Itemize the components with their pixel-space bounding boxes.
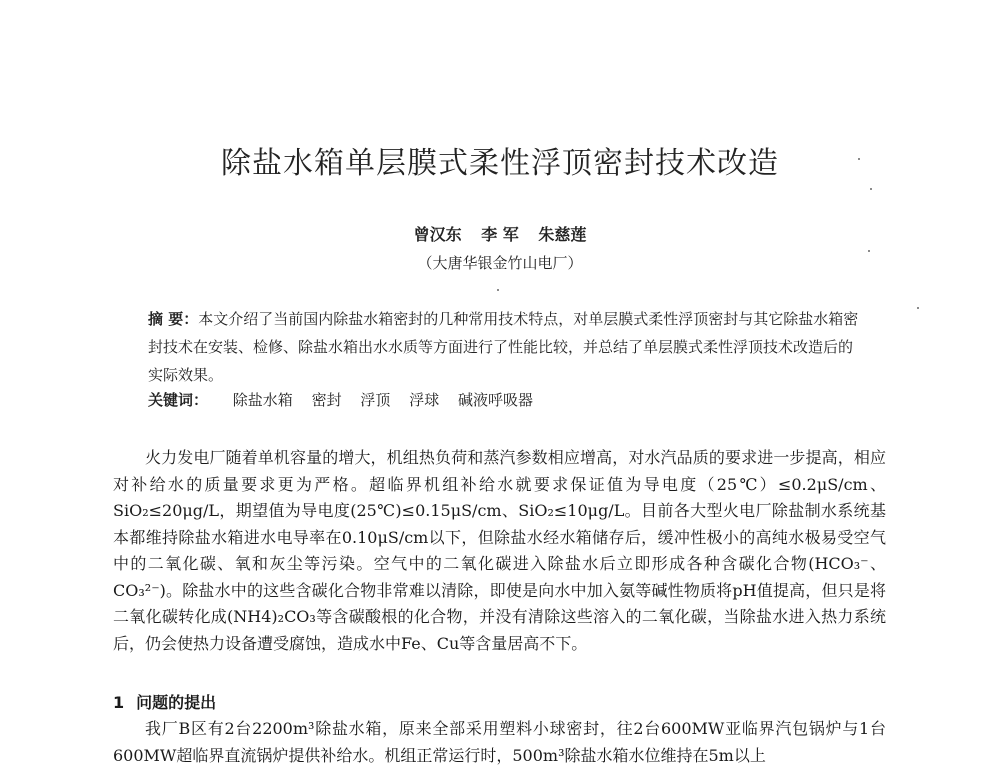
section-paragraph: 我厂B区有2台2200m³除盐水箱，原来全部采用塑料小球密封，往2台600MW亚临界汽包锅炉与1台600MW超临界直流锅炉提供补给水。机组正常运行时，500m³除盐水箱水位维持在5m以上 bbox=[113, 719, 886, 765]
scan-speck bbox=[868, 250, 870, 252]
body-paragraph: 火力发电厂随着单机容量的增大，机组热负荷和蒸汽参数相应增高，对水汽品质的要求进一步提高，相应对补给水的质量要求更为严格。超临界机组补给水就要求保证值为导电度（25℃）≤0.2μS/cm、SiO₂≤20μg/L，期望值为导电度(25℃)≤0.15μS/cm、SiO₂≤10μg/L。目前各大型火电厂除盐制水系统基本都维持除盐水箱进水电导率在0.10μS/cm以下，但除盐水经水箱储存后，缓冲性极小的高纯水极易受空气中的二氧化碳、氧和灰尘等污染。空气中的二氧化碳进入除盐水后立即形成各种含碳化合物(HCO₃⁻、CO₃²⁻)。除盐水中的这些含碳化合物非常难以清除，即使是向水中加入氨等碱性物质将pH值提高，但只是将二氧化碳转化成(NH4)₂CO₃等含碳酸根的化合物，并没有清除这些溶入的二氧化碳，当除盐水进入热力系统后，仍会使热力设备遭受腐蚀，造成水中Fe、Cu等含量居高不下。 bbox=[113, 448, 886, 653]
abstract bbox=[148, 305, 863, 389]
keywords bbox=[148, 389, 863, 410]
scan-speck bbox=[858, 158, 860, 160]
author-list bbox=[0, 222, 1000, 245]
affiliation: （大唐华银金竹山电厂） bbox=[417, 254, 583, 272]
scan-speck bbox=[917, 307, 919, 309]
scan-speck bbox=[870, 188, 872, 190]
author-name: 李 军 bbox=[481, 225, 519, 244]
section-title: 问题的提出 bbox=[136, 693, 217, 712]
keyword: 除盐水箱 bbox=[232, 391, 293, 409]
keywords-label: 关键词： bbox=[148, 391, 209, 409]
paper-title: 除盐水箱单层膜式柔性浮顶密封技术改造 bbox=[221, 146, 779, 181]
author-name: 朱慈莲 bbox=[538, 225, 587, 244]
author-name: 曾汉东 bbox=[413, 225, 462, 244]
keyword: 密封 bbox=[311, 391, 342, 409]
keyword: 碱液呼吸器 bbox=[457, 391, 533, 409]
scan-speck bbox=[497, 289, 499, 291]
keyword: 浮顶 bbox=[360, 391, 391, 409]
abstract-label: 摘 要： bbox=[148, 310, 199, 328]
section-number: 1 bbox=[113, 693, 125, 712]
section-heading bbox=[113, 690, 228, 713]
abstract-text: 本文介绍了当前国内除盐水箱密封的几种常用技术特点，对单层膜式柔性浮顶密封与其它除盐水箱密封技术在安装、检修、除盐水箱出水水质等方面进行了性能比较，并总结了单层膜式柔性浮顶技术改造后的实际效果。 bbox=[148, 310, 859, 384]
keyword: 浮球 bbox=[409, 391, 440, 409]
